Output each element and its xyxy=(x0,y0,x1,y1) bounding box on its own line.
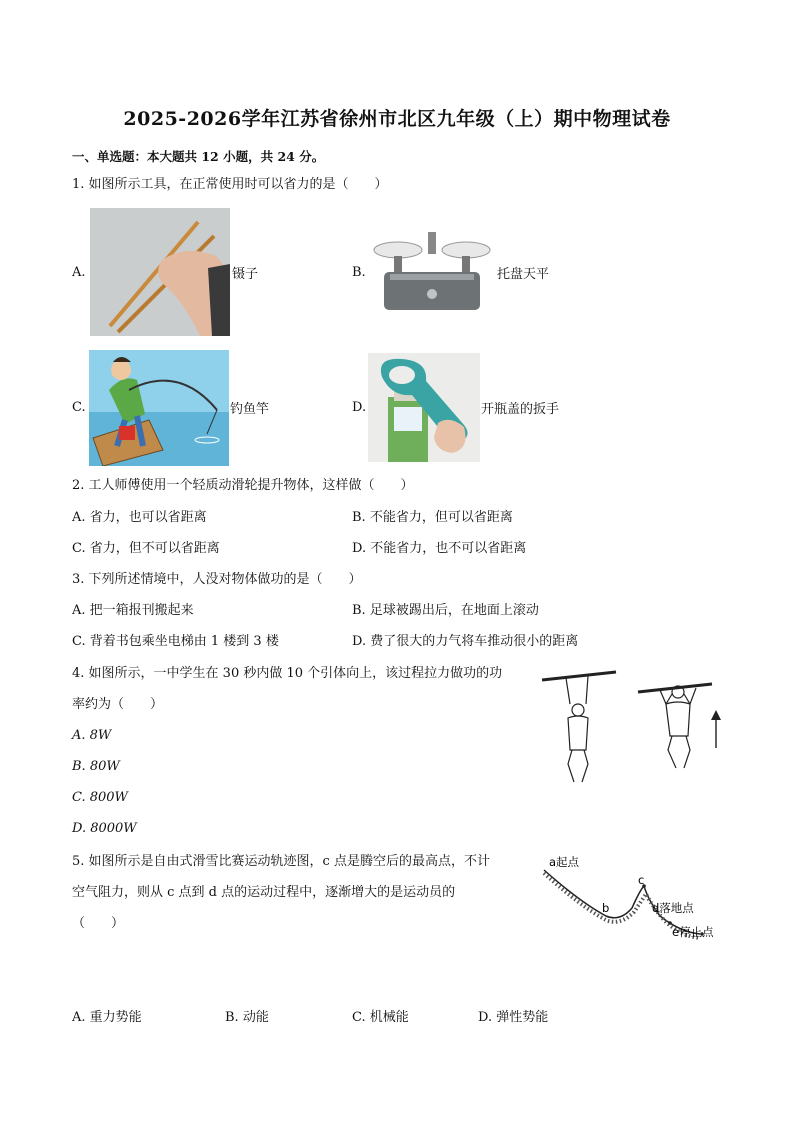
q1-option-d-label: 开瓶盖的扳手 xyxy=(481,402,560,417)
q3-option-d: D. 费了很大的力气将车推动很小的距离 xyxy=(352,634,579,649)
q5-option-b: B. 动能 xyxy=(225,1010,269,1025)
label-b: b xyxy=(602,901,610,915)
q1-option-b-letter: B. xyxy=(352,265,366,280)
q1-option-d-letter: D. xyxy=(352,400,367,415)
q2-option-a: A. 省力，也可以省距离 xyxy=(72,510,207,525)
label-e: e停止点 xyxy=(672,925,714,939)
section-heading: 一、单选题：本大题共 12 小题，共 24 分。 xyxy=(72,149,325,164)
q2-option-b: B. 不能省力，但可以省距离 xyxy=(352,510,513,525)
q5-stem-line3: （ ） xyxy=(72,916,125,931)
label-a: a起点 xyxy=(549,855,580,869)
q5-stem-line2: 空气阻力，则从 c 点到 d 点的运动过程中，逐渐增大的是运动员的 xyxy=(72,885,456,900)
q5-option-a: A. 重力势能 xyxy=(72,1010,142,1025)
pull-up-diagram-icon xyxy=(540,664,740,788)
q4-option-d: D. 8000W xyxy=(72,821,137,836)
q5-option-c: C. 机械能 xyxy=(352,1010,409,1025)
label-d: d落地点 xyxy=(652,901,694,915)
q1-option-a-letter: A. xyxy=(72,265,86,280)
q4-option-a: A. 8W xyxy=(72,728,112,743)
q1-option-a-label: 镊子 xyxy=(232,267,259,282)
q3-stem: 3. 下列所述情境中，人没对物体做功的是（ ） xyxy=(72,572,362,587)
q4-stem-line2: 率约为（ ） xyxy=(72,697,164,712)
q3-option-c: C. 背着书包乘坐电梯由 1 楼到 3 楼 xyxy=(72,634,279,649)
fishing-cartoon-icon xyxy=(89,350,229,466)
label-c: c xyxy=(638,873,645,887)
q1-stem: 1. 如图所示工具，在正常使用时可以省力的是（ ） xyxy=(72,177,388,192)
q2-stem: 2. 工人师傅使用一个轻质动滑轮提升物体，这样做（ ） xyxy=(72,478,414,493)
page-title: 2025-2026学年江苏省徐州市北区九年级（上）期中物理试卷 xyxy=(123,108,671,130)
q4-option-c: C. 800W xyxy=(72,790,128,805)
q3-option-a: A. 把一箱报刊搬起来 xyxy=(72,603,194,618)
ski-trajectory-diagram-icon xyxy=(540,850,730,950)
q4-option-b: B. 80W xyxy=(72,759,120,774)
q5-option-d: D. 弹性势能 xyxy=(478,1010,549,1025)
q1-option-b-label: 托盘天平 xyxy=(497,267,550,282)
q5-stem-line1: 5. 如图所示是自由式滑雪比赛运动轨迹图，c 点是腾空后的最高点，不计 xyxy=(72,854,490,869)
q4-stem-line1: 4. 如图所示，一中学生在 30 秒内做 10 个引体向上，该过程拉力做功的功 xyxy=(72,666,503,681)
q3-option-b: B. 足球被踢出后，在地面上滚动 xyxy=(352,603,539,618)
bottle-opener-photo-icon xyxy=(368,353,480,462)
chopsticks-photo-icon xyxy=(90,208,230,336)
q1-option-c-label: 钓鱼竿 xyxy=(230,402,270,417)
q2-option-c: C. 省力，但不可以省距离 xyxy=(72,541,220,556)
q1-option-c-letter: C. xyxy=(72,400,86,415)
balance-scale-photo-icon xyxy=(370,222,494,318)
q2-option-d: D. 不能省力，也不可以省距离 xyxy=(352,541,527,556)
